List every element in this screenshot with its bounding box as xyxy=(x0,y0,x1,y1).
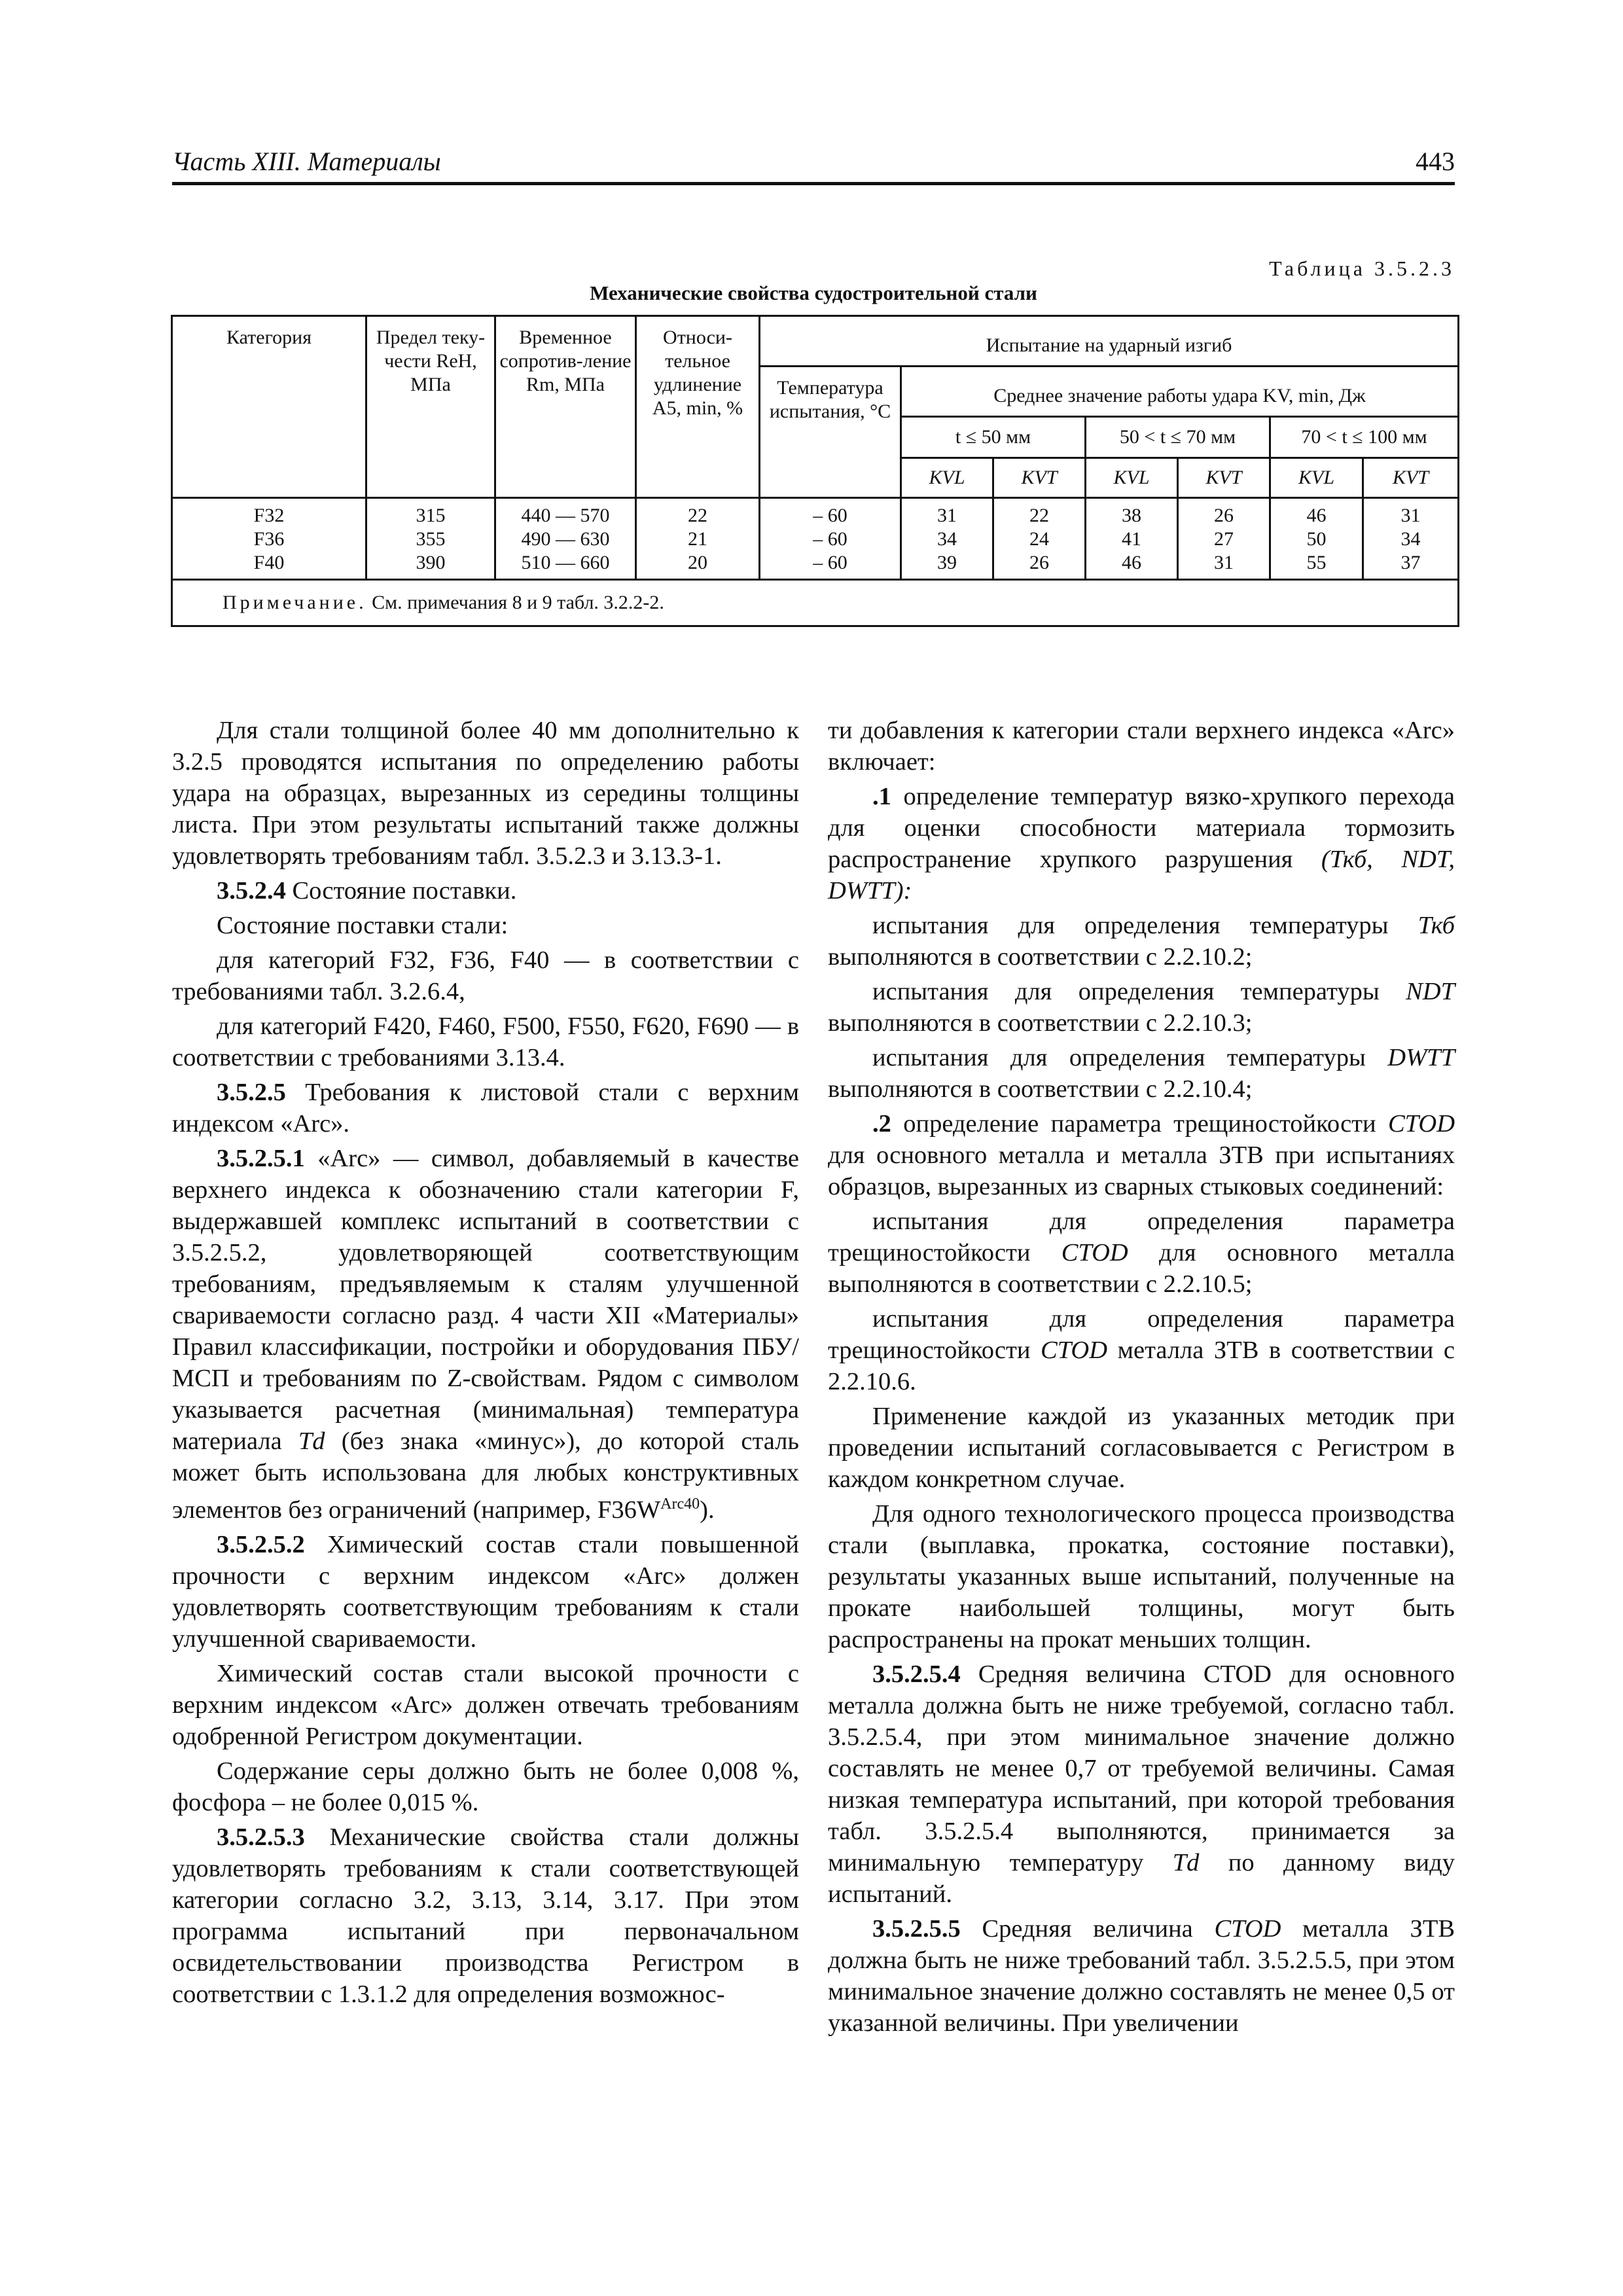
paragraph: для категорий F420, F460, F500, F550, F620, F690 — в соответствии с требованиями 3.13.4. xyxy=(172,1013,799,1071)
paragraph: Для одного технологического процесса производства стали (выплавка, прокатка, состояние поставки), результаты указанных выше испытаний, полученные на прокате наибольшей толщины, могут быть распространены на прокат меньших толщин. xyxy=(828,1500,1455,1653)
paragraph: 3.5.2.5.2 Химический состав стали повышенной прочности с верхним индексом «Arc» должен удовлетворять соответствующим требованиям к стали улучшенной свариваемости. xyxy=(172,1530,799,1653)
header-thickness-1: t ≤ 50 мм xyxy=(901,417,1086,458)
paragraph: 3.5.2.5.5 Средняя величина CTOD металла ЗТВ должна быть не ниже требований табл. 3.5.2.5.5, при этом минимальное значение должно составлять не менее 0,5 от указанной величины. При увеличении xyxy=(828,1915,1455,2037)
page-number: 443 xyxy=(1416,147,1455,176)
cell-temperature: – 60 – 60 – 60 xyxy=(760,498,901,580)
cell-value: 38 41 46 xyxy=(1086,498,1178,580)
header-kvl: KVL xyxy=(901,458,993,498)
table-title: Механические свойства судостроительной стали xyxy=(590,281,1037,304)
paragraph: .2 определение параметра трещиностойкости CTOD для основного металла и металла ЗТВ при испытаниях образцов, вырезанных из сварных стыковых соединений: xyxy=(828,1110,1455,1200)
header-category: Категория xyxy=(172,316,366,498)
cell-value: 31 34 37 xyxy=(1363,498,1459,580)
paragraph: Применение каждой из указанных методик при проведении испытаний согласовывается с Регистром в каждом конкретном случае. xyxy=(828,1403,1455,1493)
running-header xyxy=(172,143,1455,185)
paragraph: Химический состав стали высокой прочности с верхним индексом «Arc» должен отвечать требованиям одобренной Регистром документации. xyxy=(172,1659,799,1750)
cell-yield: 315 355 390 xyxy=(366,498,495,580)
paragraph: Содержание серы должно быть не более 0,008 %, фосфора – не более 0,015 %. xyxy=(172,1757,799,1816)
header-mean-energy: Среднее значение работы удара KV, min, Дж xyxy=(901,367,1459,417)
note-label: Примечание. xyxy=(223,592,367,613)
table-number: Таблица 3.5.2.3 xyxy=(1269,257,1455,280)
paragraph: испытания для определения параметра трещиностойкости CTOD для основного металла выполняются в соответствии с 2.2.10.5; xyxy=(828,1208,1455,1298)
paragraph: 3.5.2.5.1 «Arc» — символ, добавляемый в качестве верхнего индекса к обозначению стали категории F, выдержавшей комплекс испытаний в соответствии с 3.5.2.5.2, удовлетворяющей соответствующим требованиям, предъявляемым к сталям улучшенной свариваемости согласно разд. 4 части XII «Материалы» Правил классификации, постройки и оборудования ПБУ/МСП и требованиям по Z-свойствам. Рядом с символом указывается расчетная (минимальная) температура материала Td (без знака «минус»), до которой сталь может быть использована для любых конструктивных элементов без ограничений (например, $F36W^{Arc40}$). xyxy=(172,1145,799,1524)
header-thickness-2: 50 < t ≤ 70 мм xyxy=(1086,417,1270,458)
paragraph: испытания для определения температуры NDT выполняются в соответствии с 2.2.10.3; xyxy=(828,978,1455,1037)
paragraph: 3.5.2.5.3 Механические свойства стали должны удовлетворять требованиям к стали соответствующей категории согласно 3.2, 3.13, 3.14, 3.17. При этом программа испытаний при первоначальном освидетельствовании производства Регистром в соответствии с 1.3.1.2 для определения возможнос- xyxy=(172,1823,799,2008)
paragraph: для категорий F32, F36, F40 — в соответствии с требованиями табл. 3.2.6.4, xyxy=(172,946,799,1005)
header-elongation: Относи-тельное удлинение A5, min, % xyxy=(636,316,760,498)
cell-value: 22 24 26 xyxy=(993,498,1086,580)
header-kvl: KVL xyxy=(1086,458,1178,498)
paragraph: испытания для определения температуры DWTT выполняются в соответствии с 2.2.10.4; xyxy=(828,1044,1455,1103)
header-kvt: KVT xyxy=(993,458,1086,498)
cell-value: 26 27 31 xyxy=(1178,498,1270,580)
header-kvt: KVT xyxy=(1363,458,1459,498)
right-column xyxy=(828,715,1455,2042)
header-kvt: KVT xyxy=(1178,458,1270,498)
cell-elongation: 22 21 20 xyxy=(636,498,760,580)
paragraph: 3.5.2.5.4 Средняя величина CTOD для основного металла должна быть не ниже требуемой, согласно табл. 3.5.2.5.4, при этом минимальное значение должно составлять не менее 0,7 от требуемой величины. Самая низкая температура испытаний, при которой требования табл. 3.5.2.5.4 выполняются, принимается за минимальную температуру Td по данному виду испытаний. xyxy=(828,1660,1455,1908)
paragraph: испытания для определения температуры Ткб выполняются в соответствии с 2.2.10.2; xyxy=(828,912,1455,971)
cell-value: 31 34 39 xyxy=(901,498,993,580)
paragraph: испытания для определения параметра трещиностойкости CTOD металла ЗТВ в соответствии с 2.2.10.6. xyxy=(828,1305,1455,1395)
cell-value: 46 50 55 xyxy=(1270,498,1363,580)
cell-category: F32 F36 F40 xyxy=(172,498,366,580)
cell-tensile: 440 — 570 490 — 630 510 — 660 xyxy=(495,498,636,580)
header-yield: Предел теку-чести ReH, МПа xyxy=(366,316,495,498)
paragraph: Для стали толщиной более 40 мм дополнительно к 3.2.5 проводятся испытания по определению работы удара на образцах, вырезанных из середины толщины листа. При этом результаты испытаний также должны удовлетворять требованиям табл. 3.5.2.3 и 3.13.3-1. xyxy=(172,717,799,870)
header-kvl: KVL xyxy=(1270,458,1363,498)
header-impact-test: Испытание на ударный изгиб xyxy=(760,316,1459,367)
note-text: См. примечания 8 и 9 табл. 3.2.2-2. xyxy=(372,592,664,613)
header-test-temperature: Температура испытания, °C xyxy=(760,367,901,498)
header-title: Часть XIII. Материалы xyxy=(172,147,441,176)
paragraph: Состояние поставки стали: xyxy=(217,912,508,939)
paragraph: .1 определение температур вязко-хрупкого перехода для оценки способности материала тормозить распространение хрупкого разрушения (Ткб, NDT, DWTT): xyxy=(828,783,1455,905)
mechanical-properties-table xyxy=(171,315,1459,627)
left-column xyxy=(172,715,799,2013)
header-thickness-3: 70 < t ≤ 100 мм xyxy=(1270,417,1459,458)
paragraph: ти добавления к категории стали верхнего индекса «Arc» включает: xyxy=(828,717,1455,776)
table-note xyxy=(172,580,1459,626)
paragraph: 3.5.2.4 Состояние поставки. xyxy=(217,877,517,905)
header-tensile: Временное сопротив-ление Rm, МПа xyxy=(495,316,636,498)
paragraph: 3.5.2.5 Требования к листовой стали с верхним индексом «Arc». xyxy=(172,1079,799,1138)
